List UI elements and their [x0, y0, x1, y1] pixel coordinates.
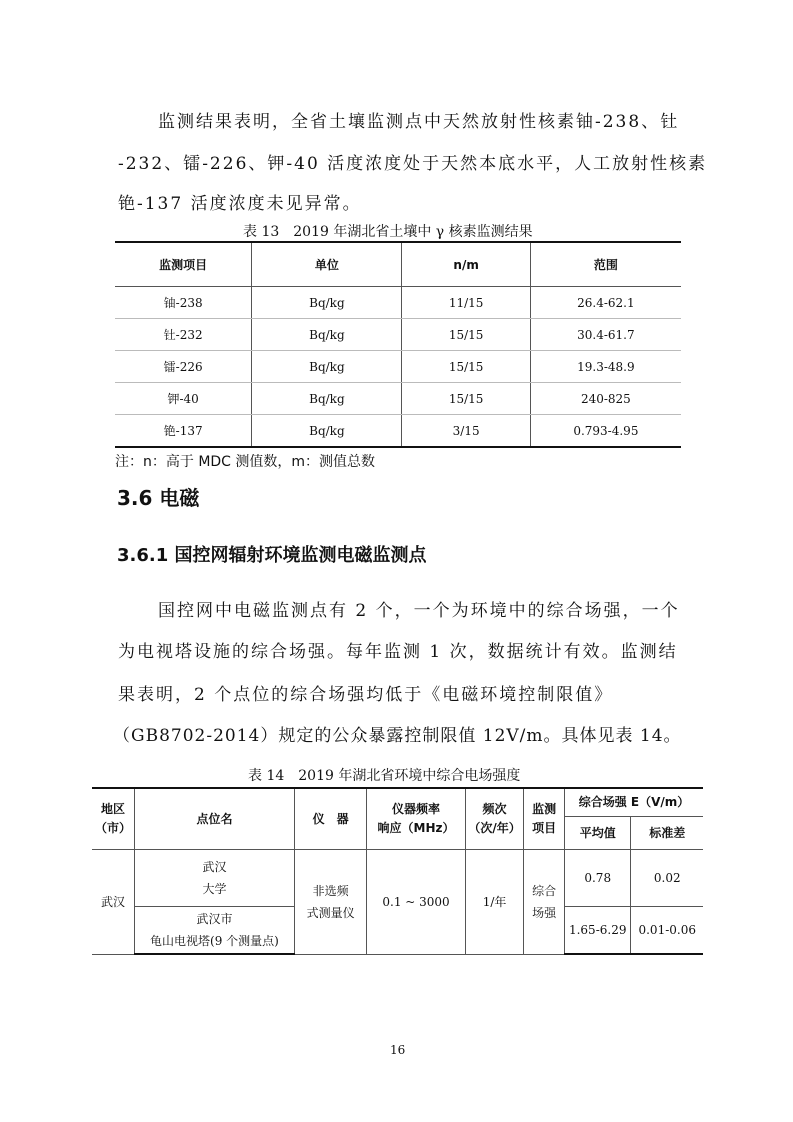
table13-cell: 19.3-48.9 — [530, 351, 681, 383]
table13-cell: 3/15 — [402, 415, 530, 448]
table13-cell: 0.793-4.95 — [530, 415, 681, 448]
table13-cell: 铯-137 — [115, 415, 252, 448]
table14-mean-1: 0.78 — [564, 850, 631, 907]
table13-cell: 镭-226 — [115, 351, 252, 383]
table14-header-mean: 平均值 — [564, 817, 631, 850]
body-line-4: （GB8702-2014）规定的公众暴露控制限值 12V/m。具体见表 14。 — [113, 726, 682, 746]
table-row — [115, 319, 681, 351]
table14-header-freq-1: 仪器频率 — [392, 802, 441, 816]
table14 — [92, 787, 703, 955]
table14-point-2-line-2: 龟山电视塔(9 个测量点) — [150, 934, 279, 948]
table13-cell: 30.4-61.7 — [530, 319, 681, 351]
table13-caption: 表 13 2019 年湖北省土壤中 γ 核素监测结果 — [243, 224, 533, 240]
table13-cell: Bq/kg — [252, 351, 402, 383]
table13-cell: 铀-238 — [115, 287, 252, 319]
intro-line-1: 监测结果表明，全省土壤监测点中天然放射性核素铀-238、钍 — [158, 112, 680, 132]
table14-header-instrument: 仪 器 — [294, 788, 366, 850]
table14-region: 武汉 — [92, 850, 134, 955]
table14-item-line-1: 综合 — [532, 883, 557, 898]
table13 — [115, 241, 681, 448]
table13-cell: Bq/kg — [252, 319, 402, 351]
table14-header-point: 点位名 — [134, 788, 294, 850]
table13-cell: 钾-40 — [115, 383, 252, 415]
table14-header-times-1: 频次 — [482, 802, 507, 816]
table14-header-row — [92, 788, 703, 817]
table13-cell: Bq/kg — [252, 287, 402, 319]
table14-header-times-2: （次/年） — [468, 821, 521, 835]
table13-cell: Bq/kg — [252, 383, 402, 415]
table14-point-2-line-1: 武汉市 — [196, 912, 233, 926]
table13-cell: Bq/kg — [252, 415, 402, 448]
table14-instrument-line-2: 式测量仪 — [306, 905, 355, 920]
table14-header-item-1: 监测 — [532, 802, 557, 816]
table14-point-1-line-1: 武汉 — [202, 860, 227, 874]
table14-header-item — [524, 788, 565, 850]
section-heading: 3.6 电磁 — [117, 486, 200, 510]
table14-header-region-1: 地区 — [100, 802, 125, 816]
table13-note: 注：n：高于 MDC 测值数，m：测值总数 — [115, 454, 376, 470]
table13-header-nm: n/m — [402, 242, 530, 287]
table14-header-freq-2: 响应（MHz） — [377, 821, 455, 835]
table-row — [115, 351, 681, 383]
table14-header-item-2: 项目 — [532, 821, 557, 835]
table13-cell: 15/15 — [402, 351, 530, 383]
table14-point-2 — [134, 907, 294, 955]
table14-header-region-2: （市） — [94, 821, 131, 835]
table14-freq: 0.1 ~ 3000 — [367, 850, 465, 955]
table14-std-1: 0.02 — [631, 850, 703, 907]
table14-std-2: 0.01-0.06 — [631, 907, 703, 955]
table14-instrument-line-1: 非选频 — [312, 883, 349, 898]
body-line-1: 国控网中电磁监测点有 2 个，一个为环境中的综合场强，一个 — [158, 601, 680, 621]
table13-header-item: 监测项目 — [115, 242, 252, 287]
intro-line-3: 铯-137 活度浓度未见异常。 — [118, 194, 362, 214]
table-row — [115, 383, 681, 415]
table13-header-unit: 单位 — [252, 242, 402, 287]
table14-header-region — [92, 788, 134, 850]
body-line-3: 果表明，2 个点位的综合场强均低于《电磁环境控制限值》 — [118, 685, 614, 705]
table14-point-1 — [134, 850, 294, 907]
subsection-heading: 3.6.1 国控网辐射环境监测电磁监测点 — [117, 545, 427, 566]
table14-item — [524, 850, 565, 955]
table13-cell: 240-825 — [530, 383, 681, 415]
table13-cell: 钍-232 — [115, 319, 252, 351]
table14-header-std: 标准差 — [631, 817, 703, 850]
table13-cell: 11/15 — [402, 287, 530, 319]
table14-instrument — [294, 850, 366, 955]
table-row — [115, 287, 681, 319]
table13-cell: 15/15 — [402, 383, 530, 415]
table13-cell: 26.4-62.1 — [530, 287, 681, 319]
table14-caption: 表 14 2019 年湖北省环境中综合电场强度 — [248, 768, 521, 784]
table13-header-range: 范围 — [530, 242, 681, 287]
table14-mean-2: 1.65-6.29 — [564, 907, 631, 955]
table14-point-1-line-2: 大学 — [202, 882, 227, 896]
table13-header-row — [115, 242, 681, 287]
table14-item-line-2: 场强 — [532, 905, 557, 920]
table-row — [115, 415, 681, 448]
page-number: 16 — [390, 1043, 406, 1057]
table-row — [92, 850, 703, 907]
table14-times: 1/年 — [465, 850, 524, 955]
body-line-2: 为电视塔设施的综合场强。每年监测 1 次，数据统计有效。监测结 — [118, 642, 678, 662]
table14-header-times — [465, 788, 524, 850]
intro-line-2: -232、镭-226、钾-40 活度浓度处于天然本底水平，人工放射性核素 — [118, 154, 708, 174]
table14-header-freq — [367, 788, 465, 850]
table13-cell: 15/15 — [402, 319, 530, 351]
table14-header-field: 综合场强 E（V/m） — [564, 788, 703, 817]
